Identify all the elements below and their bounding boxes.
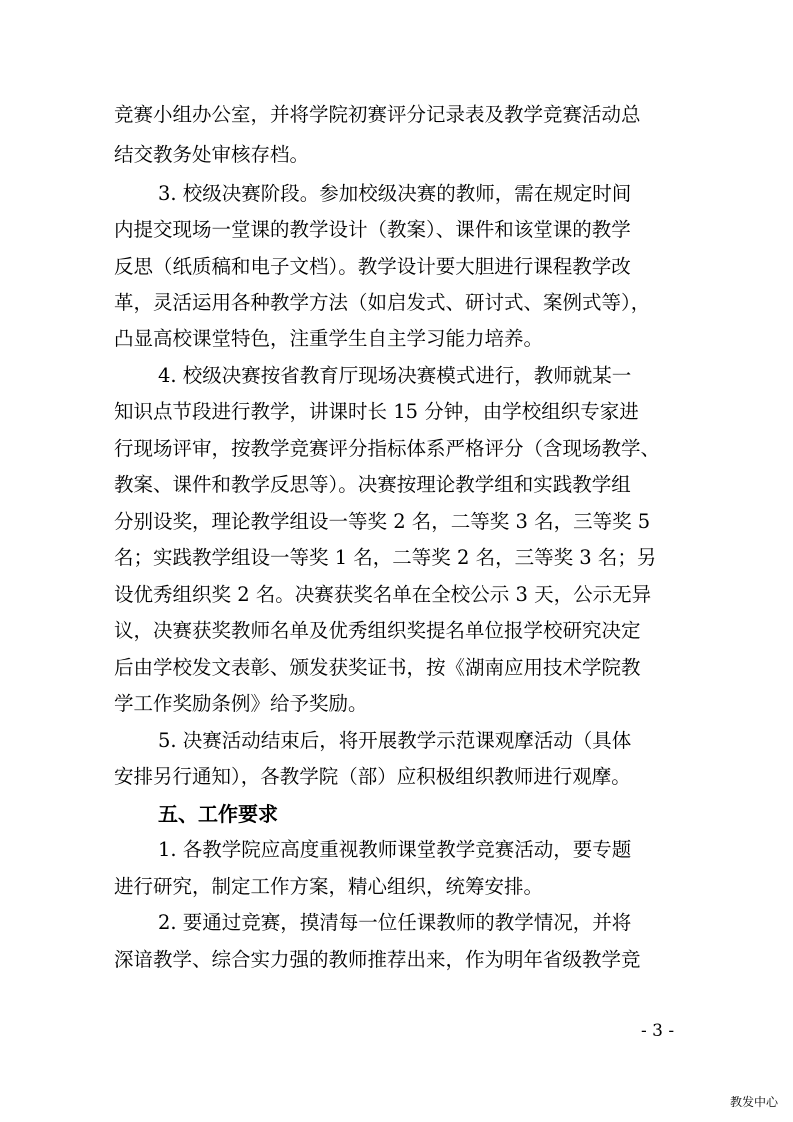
body-text-line: 革，灵活运用各种教学方法（如启发式、研讨式、案例式等）， (114, 291, 651, 314)
body-text-line: 5. 决赛活动结束后，将开展教学示范课观摩活动（具体 (158, 729, 632, 752)
body-text-line: 名；实践教学组设一等奖 1 名，二等奖 2 名，三等奖 3 名；另 (114, 546, 657, 569)
body-text-line: 行现场评审，按教学竞赛评分指标体系严格评分（含现场教学、 (114, 437, 661, 460)
body-text-line: 凸显高校课堂特色，注重学生自主学习能力培养。 (114, 327, 544, 350)
body-text-line: 教案、课件和教学反思等）。决赛按理论教学组和实践教学组 (114, 473, 631, 496)
body-text-line: 进行研究，制定工作方案，精心组织，统筹安排。 (114, 875, 544, 898)
body-text-line: 1. 各教学院应高度重视教师课堂教学竞赛活动，要专题 (158, 838, 632, 861)
body-text-line: 设优秀组织奖 2 名。决赛获奖名单在全校公示 3 天，公示无异 (114, 583, 652, 606)
body-text-line: 反思（纸质稿和电子文档）。教学设计要大胆进行课程教学改 (114, 255, 631, 278)
body-text-line: 议，决赛获奖教师名单及优秀组织奖提名单位报学校研究决定 (114, 619, 641, 642)
watermark-label: 教发中心 (730, 1095, 779, 1109)
body-text-line: 分别设奖，理论教学组设一等奖 2 名，二等奖 3 名，三等奖 5 (114, 510, 651, 533)
section-heading: 五、工作要求 (158, 802, 278, 826)
body-text-line: 结交教务处审核存档。 (114, 143, 310, 166)
body-text-line: 3. 校级决赛阶段。参加校级决赛的教师，需在规定时间 (158, 182, 632, 205)
body-text-line: 4. 校级决赛按省教育厅现场决赛模式进行，教师就某一 (158, 364, 632, 387)
body-text-line: 知识点节段进行教学，讲课时长 15 分钟，由学校组织专家进 (114, 400, 639, 423)
body-text-line: 竞赛小组办公室，并将学院初赛评分记录表及教学竞赛活动总 (114, 103, 641, 126)
page-number: - 3 - (641, 1021, 675, 1041)
body-text-line: 2. 要通过竞赛，摸清每一位任课教师的教学情况，并将 (158, 911, 632, 934)
body-text-line: 后由学校发文表彰、颁发获奖证书，按《湖南应用技术学院教 (114, 656, 641, 679)
body-text-line: 学工作奖励条例》给予奖励。 (114, 692, 368, 715)
body-text-line: 内提交现场一堂课的教学设计（教案）、课件和该堂课的教学 (114, 218, 631, 241)
body-text-line: 深谙教学、综合实力强的教师推荐出来，作为明年省级教学竞 (114, 948, 641, 971)
body-text-line: 安排另行通知），各教学院（部）应积极组织教师进行观摩。 (114, 765, 631, 788)
